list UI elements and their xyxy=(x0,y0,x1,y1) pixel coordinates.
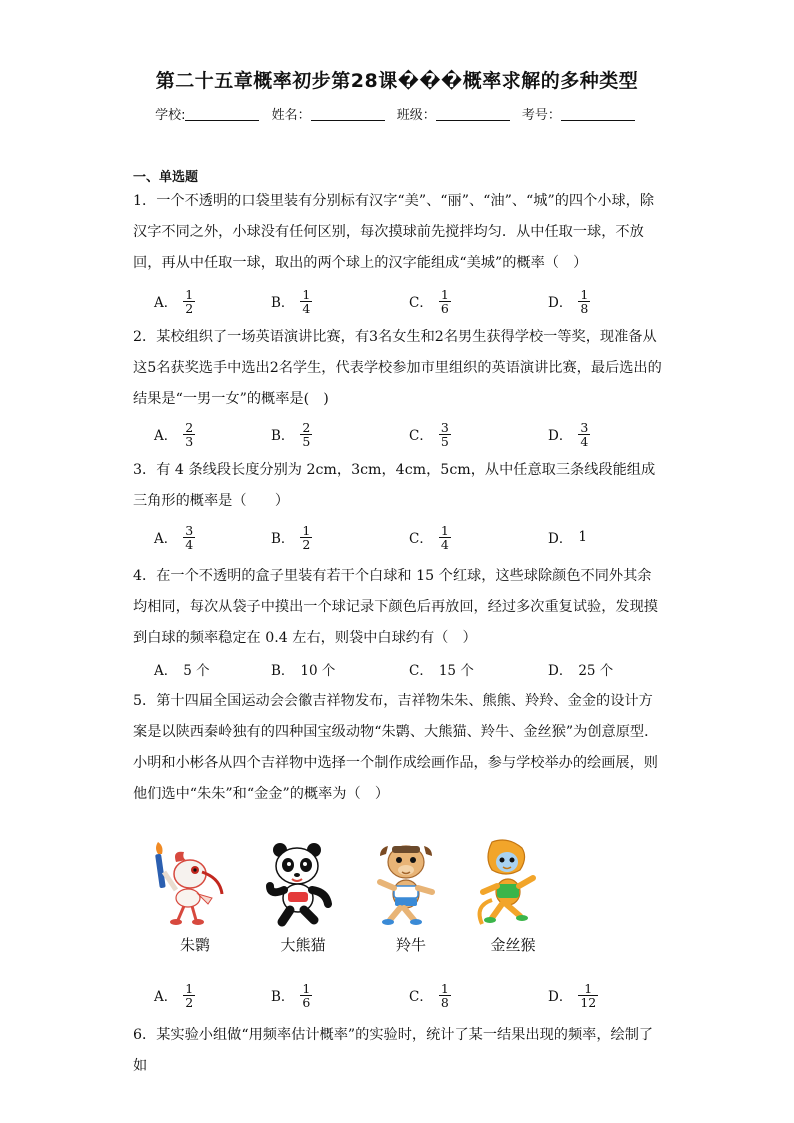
fraction xyxy=(439,421,451,448)
option-letter: D． xyxy=(548,531,573,547)
option-letter: D． xyxy=(548,663,573,679)
option-c[interactable] xyxy=(409,980,451,1010)
student-info-line xyxy=(0,104,794,123)
mascot-figure xyxy=(150,838,570,968)
option-a[interactable] xyxy=(154,419,195,449)
numerator: 3 xyxy=(185,522,194,538)
option-letter: B． xyxy=(271,531,295,547)
option-letter: B． xyxy=(271,428,295,444)
option-d[interactable] xyxy=(548,522,587,552)
question-5-options xyxy=(154,980,654,1010)
numerator: 1 xyxy=(185,980,194,996)
option-d[interactable] xyxy=(548,286,590,316)
denominator: 8 xyxy=(440,994,449,1010)
fraction xyxy=(578,982,598,1009)
fraction xyxy=(439,524,451,551)
class-blank[interactable] xyxy=(436,108,510,121)
crested-ibis-drawing xyxy=(150,838,240,930)
denominator: 8 xyxy=(580,300,589,316)
denominator: 12 xyxy=(580,994,597,1010)
option-a[interactable] xyxy=(154,522,195,552)
option-a[interactable] xyxy=(154,980,195,1010)
option-letter: C． xyxy=(409,663,433,679)
fraction xyxy=(183,982,195,1009)
question-3-options xyxy=(154,522,654,552)
numerator: 1 xyxy=(440,980,449,996)
option-b[interactable] xyxy=(271,980,312,1010)
denominator: 6 xyxy=(302,994,311,1010)
fraction xyxy=(300,421,312,448)
option-b[interactable] xyxy=(271,654,335,684)
option-letter: A． xyxy=(154,989,178,1005)
denominator: 5 xyxy=(440,433,449,449)
exam-number-field xyxy=(522,104,639,123)
option-value: 1 xyxy=(578,529,587,545)
option-d[interactable] xyxy=(548,654,613,684)
option-letter: B． xyxy=(271,295,295,311)
denominator: 4 xyxy=(302,300,311,316)
exam-number-label: 考号： xyxy=(521,108,561,123)
fraction xyxy=(578,421,590,448)
option-letter: A． xyxy=(154,663,178,679)
option-c[interactable] xyxy=(409,654,474,684)
denominator: 2 xyxy=(185,300,194,316)
numerator: 1 xyxy=(580,286,589,302)
option-value: 10 个 xyxy=(300,663,336,679)
option-d[interactable] xyxy=(548,980,598,1010)
fraction xyxy=(578,288,590,315)
mascot-name: 朱鹮 xyxy=(179,936,210,954)
numerator: 1 xyxy=(440,522,449,538)
fraction xyxy=(300,524,312,551)
question-3-text: 3．有 4 条线段长度分别为 2cm，3cm，4cm，5cm，从中任意取三条线段能组成三角形的概率是（ ） xyxy=(133,462,656,509)
denominator: 2 xyxy=(185,994,194,1010)
option-letter: A． xyxy=(154,428,178,444)
option-b[interactable] xyxy=(271,419,312,449)
option-letter: B． xyxy=(271,663,295,679)
fraction xyxy=(183,524,195,551)
denominator: 4 xyxy=(580,433,589,449)
question-1-options xyxy=(154,286,654,316)
option-value: 25 个 xyxy=(578,663,614,679)
mascot-name: 羚牛 xyxy=(395,936,426,954)
numerator: 1 xyxy=(302,980,311,996)
option-letter: A． xyxy=(154,295,178,311)
numerator: 1 xyxy=(302,522,311,538)
numerator: 1 xyxy=(440,286,449,302)
fraction xyxy=(439,288,451,315)
option-letter: A． xyxy=(154,531,178,547)
fraction xyxy=(300,288,312,315)
numerator: 2 xyxy=(302,419,311,435)
mascot-golden-monkey xyxy=(468,838,558,968)
option-c[interactable] xyxy=(409,522,451,552)
option-letter: D． xyxy=(548,428,573,444)
name-blank[interactable] xyxy=(311,108,385,121)
numerator: 1 xyxy=(185,286,194,302)
school-label: 学校: xyxy=(155,108,186,123)
fraction xyxy=(183,288,195,315)
name-label: 姓名： xyxy=(271,108,311,123)
numerator: 3 xyxy=(580,419,589,435)
question-2-options xyxy=(154,419,654,449)
exam-number-blank[interactable] xyxy=(561,108,635,121)
option-letter: D． xyxy=(548,295,573,311)
option-letter: C． xyxy=(409,989,433,1005)
numerator: 2 xyxy=(185,419,194,435)
option-b[interactable] xyxy=(271,522,312,552)
question-2-text: 2．某校组织了一场英语演讲比赛，有3名女生和2名男生获得学校一等奖，现准备从这5名获奖选手中选出2名学生，代表学校参加市里组织的英语演讲比赛，最后选出的结果是“一男一女”的概率是( ) xyxy=(133,329,662,407)
denominator: 3 xyxy=(185,433,194,449)
school-field xyxy=(155,104,263,123)
option-b[interactable] xyxy=(271,286,312,316)
question-4-options xyxy=(154,654,654,684)
option-c[interactable] xyxy=(409,286,451,316)
option-letter: C． xyxy=(409,428,433,444)
giant-panda-drawing xyxy=(258,838,348,930)
option-letter: C． xyxy=(409,295,433,311)
option-d[interactable] xyxy=(548,419,590,449)
option-value: 5 个 xyxy=(183,663,210,679)
option-value: 15 个 xyxy=(438,663,474,679)
denominator: 6 xyxy=(440,300,449,316)
numerator: 1 xyxy=(302,286,311,302)
option-a[interactable] xyxy=(154,654,210,684)
numerator: 3 xyxy=(440,419,449,435)
page-title: 第二十五章概率初步第28课���概率求解的多种类型 xyxy=(155,70,639,92)
numerator: 1 xyxy=(584,980,593,996)
name-field xyxy=(272,104,389,123)
denominator: 2 xyxy=(302,536,311,552)
class-field xyxy=(397,104,514,123)
fraction xyxy=(300,982,312,1009)
denominator: 5 xyxy=(302,433,311,449)
class-label: 班级： xyxy=(396,108,436,123)
question-4-text: 4．在一个不透明的盒子里装有若干个白球和 15 个红球，这些球除颜色不同外其余均相同，每次从袋子中摸出一个球记录下颜色后再放回，经过多次重复试验，发现摸到白球的频率稳定在 0.4 左右，则袋中白球约有（ ） xyxy=(133,568,658,646)
option-letter: B． xyxy=(271,989,295,1005)
school-blank[interactable] xyxy=(185,108,259,121)
option-a[interactable] xyxy=(154,286,195,316)
option-letter: C． xyxy=(409,531,433,547)
option-letter: D． xyxy=(548,989,573,1005)
fraction xyxy=(439,982,451,1009)
mascot-name: 大熊猫 xyxy=(280,936,326,954)
denominator: 4 xyxy=(440,536,449,552)
option-c[interactable] xyxy=(409,419,451,449)
fraction xyxy=(183,421,195,448)
golden-monkey-drawing xyxy=(468,838,558,930)
question-6-text: 6．某实验小组做“用频率估计概率”的实验时，统计了某一结果出现的频率，绘制了如 xyxy=(133,1027,654,1074)
mascot-giant-panda xyxy=(258,838,348,968)
takin-drawing xyxy=(366,838,456,930)
section-heading: 一、单选题 xyxy=(133,170,199,185)
question-1-text: 1．一个不透明的口袋里装有分别标有汉字“美”、“丽”、“油”、“城”的四个小球，除汉字不同之外，小球没有任何区别，每次摸球前先搅拌均匀．从中任取一球，不放回，再从中任取一球，取出的两个球上的汉字能组成“美城”的概率（ ） xyxy=(133,193,655,271)
denominator: 4 xyxy=(185,536,194,552)
mascot-takin xyxy=(366,838,456,968)
mascot-name: 金丝猴 xyxy=(490,936,536,954)
mascot-crested-ibis xyxy=(150,838,240,968)
question-5-text: 5．第十四届全国运动会会徽吉祥物发布，吉祥物朱朱、熊熊、羚羚、金金的设计方案是以陕西秦岭独有的四种国宝级动物“朱鹮、大熊猫、羚牛、金丝猴”为创意原型．小明和小彬各从四个吉祥物中选择一个制作成绘画作品，参与学校举办的绘画展，则他们选中“朱朱”和“金金”的概率为（ ） xyxy=(133,693,659,802)
